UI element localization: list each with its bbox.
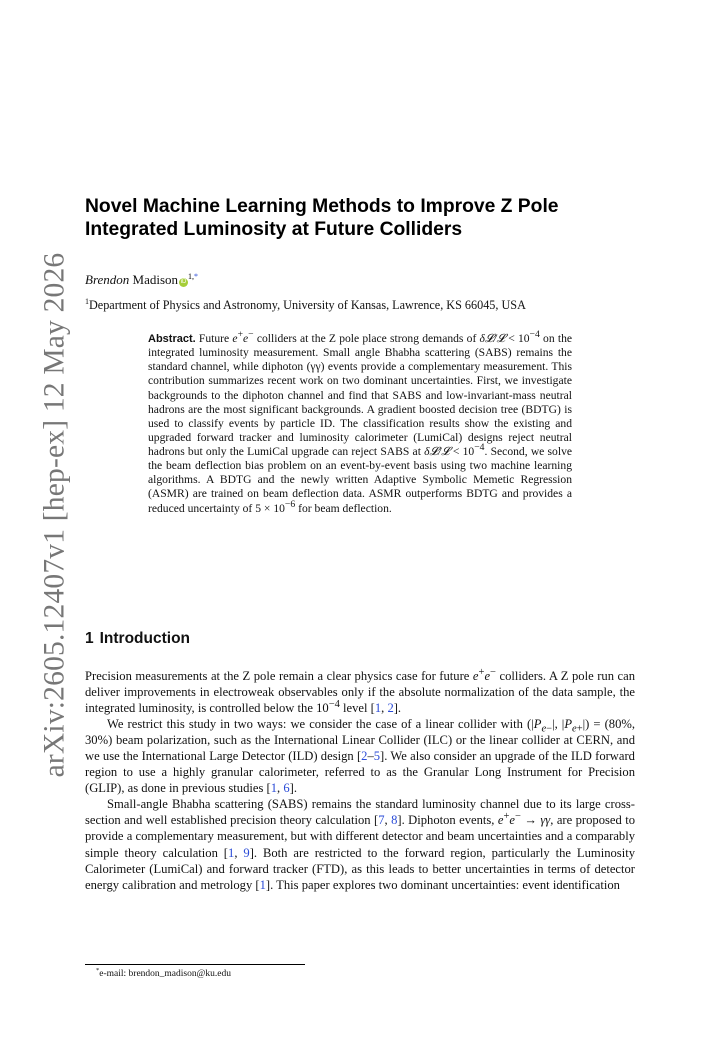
corresponding-author-link[interactable]: * <box>194 272 199 281</box>
body-text <box>85 668 635 893</box>
citation-link[interactable]: 1 <box>228 845 235 860</box>
author-last-name: Madison <box>132 272 179 287</box>
abstract-text: on the integrated luminosity measurement. Small angle Bhabha scattering (SABS) remains the standard channel, while diphoton (γγ) events provide a complementary measurement. This contribution summarizes recent work on two dominant uncertainties. First, we investigate backgrounds to the diphoton channel and find that SABS and low-invariant-mass neutral hadrons are the most significant backgrounds. A gradient boosted decision tree (BDTG) is used to classify events by particle ID. The classification results show the existing and upgraded forward tracker and luminosity calorimeter (LumiCal) designs reject neutral hadrons but only the LumiCal upgrade can reject SABS at <box>148 332 573 458</box>
affiliation-text: Department of Physics and Astronomy, University of Kansas, Lawrence, KS 66045, USA <box>89 298 526 312</box>
citation-link[interactable]: 2 <box>387 701 394 716</box>
author-first-name: Brendon <box>85 272 130 287</box>
footnote-rule <box>85 964 305 965</box>
body-span: beam polarization, such as the International Linear Collider (ILC) or the linear collider at CERN, and we use the International Large Detector (ILD) design [ <box>85 733 635 764</box>
paragraph: Small-angle Bhabha scattering (SABS) remains the standard luminosity channel due to its large cross-section and well established precision theory calculation [7, 8]. Diphoton events, e+e− → γγ, are proposed to provide a complementary measurement, but with different detector and beam uncertainties and a comparably simple theory calculation [1, 9]. Both are restricted to the forward region, particularly the Luminosity Calorimeter (LumiCal) and forward tracker (FTD), as this leads to better uncertainties in terms of detector energy calibration and metrology [1]. This paper explores two dominant uncertainties: event identification <box>85 797 636 892</box>
arxiv-identifier: arXiv:2605.12407v1 [hep-ex] 12 May 2026 <box>38 252 71 778</box>
body-span: ]. <box>393 701 402 716</box>
body-span: Small-angle Bhabha scattering (SABS) remains the standard luminosity channel due to its large cross-section and well established precision theory calculation [ <box>85 797 635 828</box>
citation-link[interactable]: 5 <box>373 749 381 764</box>
body-span: ]. This paper explores two dominant uncertainties: event identification <box>265 877 620 892</box>
section-title: Introduction <box>99 630 191 647</box>
citation-link[interactable]: 7 <box>378 813 385 828</box>
affiliation <box>85 298 526 313</box>
citation-link[interactable]: 8 <box>391 813 398 828</box>
body-span: ]. <box>289 781 297 796</box>
orcid-icon[interactable]: iD <box>180 279 187 285</box>
citation-link[interactable]: 1 <box>270 781 278 796</box>
footnote-mark: * <box>96 966 100 974</box>
author-line <box>85 272 198 288</box>
body-span: , are proposed to provide a complementary measurement, but with different detector and beam uncertainties and a comparably simple theory calculation [ <box>85 813 636 860</box>
body-span: ]. Both are restricted to the forward region, particularly the Luminosity Calorimeter (LumiCal) and forward tracker (FTD), as this leads to better uncertainties in terms of detector energy calibration and metrology [ <box>85 845 636 892</box>
citation-link[interactable]: 1 <box>374 701 382 716</box>
body-span: ]. We also consider an upgrade of the ILD forward region to use a highly granular calorimeter, referred to as the Granular Long Instrument for Precision (GLIP), as done in previous studies [ <box>85 749 635 796</box>
paragraph: We restrict this study in two ways: we consider the case of a linear collider with ($|P_{e-}|$, $|P_{e+}|) = (80\%$, 30%) beam polarization, such as the International Linear Collider (ILC) or the linear collider at CERN, and we use the International Large Detector (ILD) design [2–5]. We also consider an upgrade of the ILD forward region to use a highly granular calorimeter, referred to as the Granular Long Instrument for Precision (GLIP), as done in previous studies [1, 6]. <box>85 717 636 796</box>
citation-link[interactable]: 9 <box>243 845 250 860</box>
body-span: We restrict this study in two ways: we consider the case of a linear collider with <box>107 717 523 732</box>
section-number: 1 <box>85 630 94 647</box>
body-span: ]. Diphoton events, <box>397 813 495 828</box>
citation-link[interactable]: 2 <box>361 749 368 764</box>
abstract-text: colliders at the Z pole place strong demands of <box>256 332 477 345</box>
footnote-text: e-mail: brendon_madison@ku.edu <box>99 969 231 979</box>
body-span: level [ <box>343 701 375 716</box>
abstract-text: Second, we solve the beam deflection bias problem on an event-by-event basis using two machine learning algorithms. A BDTG and the newly written Adaptive Symbolic Memetic Regression (ASMR) are trained on beam deflection data. ASMR outperforms BDTG and provides a reduced uncertainty of <box>148 445 573 515</box>
citation-link[interactable]: 1 <box>259 877 266 892</box>
footnote <box>96 966 231 979</box>
citation-link[interactable]: 6 <box>283 781 290 796</box>
abstract: Abstract. Future e+e− colliders at the Z pole place strong demands of δ𝓛/𝓛 < $10^{-4}$ on the integrated luminosity measurement. Small angle Bhabha scattering (SABS) remains the standard channel, while diphoton (γγ) events provide a complementary measurement. This contribution summarizes recent work on two dominant uncertainties. First, we investigate backgrounds to the diphoton channel and find that SABS and low-invariant-mass neutral hadrons are the most significant backgrounds. A gradient boosted decision tree (BDTG) is used to classify events by particle ID. The classification results show the existing and upgraded forward tracker and luminosity calorimeter (LumiCal) designs reject neutral hadrons but only the LumiCal upgrade can reject SABS at δ𝓛/𝓛 < $10^{-4}$. Second, we solve the beam deflection bias problem on an event-by-event basis using two machine learning algorithms. A BDTG and the newly written Adaptive Symbolic Memetic Regression (ASMR) are trained on beam deflection data. ASMR outperforms BDTG and provides a reduced uncertainty of $5 \times 10^{-6}$ for beam deflection. <box>148 329 573 515</box>
body-span: colliders. A Z pole run can deliver improvements in electroweak observables only if the absolute normalization of the data sample, the integrated luminosity, is controlled below the <box>85 669 636 716</box>
paper-title: Novel Machine Learning Methods to Improve Z Pole Integrated Luminosity at Future Colliders <box>85 196 559 240</box>
abstract-text: for beam deflection. <box>298 501 392 515</box>
paragraph: Precision measurements at the Z pole remain a clear physics case for future e+e− colliders. A Z pole run can deliver improvements in electroweak observables only if the absolute normalization of the data sample, the integrated luminosity, is controlled below the $10^{-4}$ level [1, 2]. <box>85 666 636 716</box>
section-heading <box>85 630 190 648</box>
author-affiliation-mark: 1, <box>188 272 195 281</box>
affiliation-mark: 1 <box>85 296 89 306</box>
body-span: Precision measurements at the Z pole remain a clear physics case for future <box>85 669 470 683</box>
abstract-label: Abstract. <box>148 333 196 345</box>
abstract-text: Future <box>198 332 230 345</box>
